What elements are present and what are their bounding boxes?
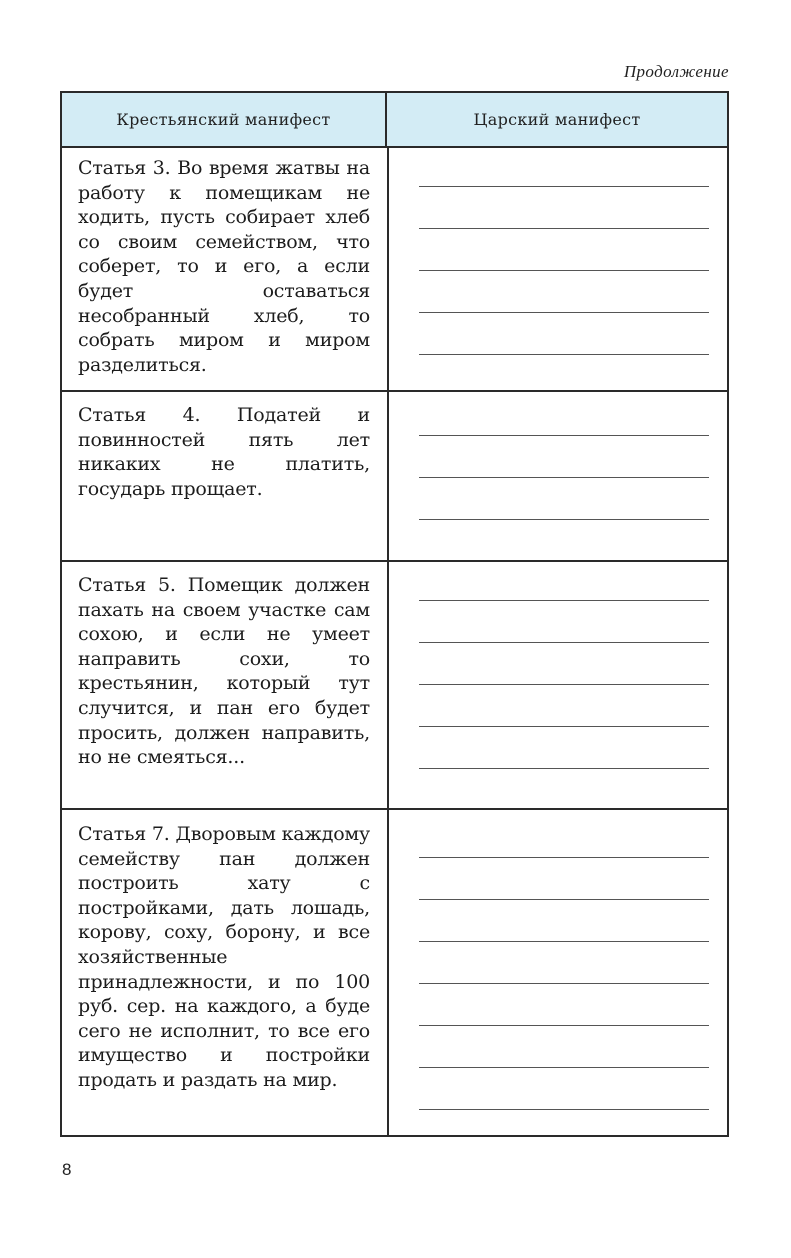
article-5-text: Статья 5. Помещик должен пахать на своем участке сам сохою, и если не умеет направить сохи, то крестьянин, который тут случится, и пан его будет просить, должен направить, но не смеяться... <box>78 574 370 769</box>
table-row <box>62 392 727 562</box>
table-row <box>62 562 727 810</box>
column-header-peasant: Крестьянский манифест <box>62 93 387 146</box>
continuation-note: Продолжение <box>623 62 729 81</box>
table-row <box>62 810 727 1135</box>
article-7-text: Статья 7. Дворовым каждому семейству пан должен построить хату с постройками, дать лошадь, корову, соху, борону, и все хозяйственные принадлежности, и по 100 руб. сер. на каждого, а буде сего не исполнит, то все его имущество и постройки продать и раздать на мир. <box>78 823 370 1091</box>
table-header <box>62 93 727 148</box>
article-3-text: Статья 3. Во время жатвы на работу к помещикам не ходить, пусть собирает хлеб со своим семейством, что соберет, то и его, а если будет оставаться несобранный хлеб, то собрать миром и миром разделиться. <box>78 157 370 376</box>
manifesto-table <box>60 91 729 1137</box>
page-number: 8 <box>62 1160 72 1179</box>
column-header-tsar: Царский манифест <box>473 110 641 129</box>
article-4-text: Статья 4. Податей и повинностей пять лет никаких не платить, государь прощает. <box>78 404 370 500</box>
table-row <box>62 146 727 392</box>
